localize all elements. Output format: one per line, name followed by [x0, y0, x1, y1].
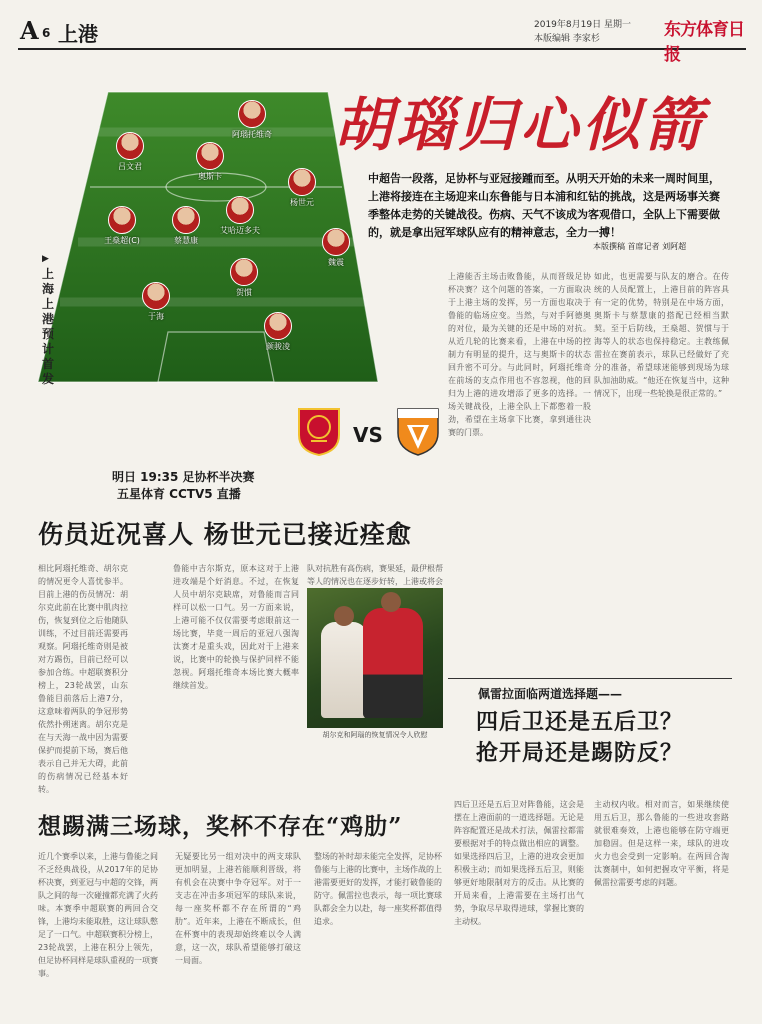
story1-col2: 鲁能中吉尔斯克，原本这对于上港进攻端是个好消息。不过，在恢复人员中胡尔克缺席，对鲁能而言同样可以松一口气。另一方面来说，上港可能不仅仅需要考虑眼前这一场比赛，毕竟一周后的亚冠八强淘汰赛才是重头戏，因此对于上港来说，比赛中的轮换与保护同样不能忽视。阿瑙托维奇本场比赛大概率继续首发。 [173, 564, 299, 690]
match-photo [307, 588, 443, 728]
section-name: 上港 [58, 22, 98, 46]
feature-lede: 中超告一段落，足协杯与亚冠接踵而至。从明天开始的未来一周时间里，上港将接连在主场迎来山东鲁能与日本浦和红钻的挑战，这是两场事关赛季整体走势的关键战役。伤病、天气不该成为客观借口，全队上下需要做的，就是拿出冠军球队应有的精神意志，全力一搏！ [368, 172, 720, 239]
story2-headline-line1: 四后卫还是五后卫？ [476, 709, 684, 735]
player-yu-hai: 于海 [126, 282, 186, 322]
story1-col3: 队对抗胜有高伤病，赛果延，最伊根帮等人的情况也在逐步好转，上港或将会 [307, 564, 443, 586]
feature-title: 胡瑙归心似箭 [334, 91, 707, 159]
story3-col3: 整场的补时却未能完全发挥，足协杯鲁能与上港的比赛中，主场作战的上港需要更好的发挥，才能打破鲁能的防守。佩雷拉也表示，每一项比赛球队都会全力以赴，每一座奖杯都值得追求。 [314, 852, 442, 926]
page-number: 6 [42, 26, 51, 40]
story3-col5: 主动权内收。相对而言，如果继续使用五后卫，那么鲁能的一些进攻套路就很难奏效，上港也能够在防守端更加稳固。但是这样一来，球队的进攻火力也会受到一定影响。在两回合淘汰赛制中，如何把握攻守平衡，将是佩雷拉需要考虑的问题。 [594, 800, 729, 887]
luneng-badge-icon [395, 405, 441, 457]
player-wang-shenchao: 王燊超(C) [92, 206, 152, 246]
story3-col2: 无疑要比另一组对决中的两支球队更加明显，上港若能顺利晋级，将有机会在决赛中争夺冠军。对于一支志在冲击多项冠军的球队来说，每一座奖杯都不存在所谓的“鸡肋”。近年来，上港在不断成长，但在杯赛中的表现却始终难以令人满意，这一次，球队希望能够打破这一局面。 [175, 852, 301, 965]
story3-col1: 近几个赛季以来，上港与鲁能之间不乏经典战役，从2017年的足协杯决赛，到亚冠与中超的交锋，两队之间的每一次碰撞都充满了火药味。本赛季中超联赛的两回合交锋，上港均未能取胜，这让球队憋足了一口气。中超联赛积分榜上，23轮战罢，上港在积分上领先，但足协杯同样是球队重视的一项赛事。 [38, 852, 158, 978]
story2-kicker: 佩雷拉面临两道选择题—— [478, 687, 623, 701]
player-lv-wenjun: 吕文君 [100, 132, 160, 172]
story2-body: 四后卫还是五后卫对阵鲁能，这会是摆在上港面前的一道选择题。无论是阵容配置还是战术打法，佩雷拉都需要根据对手的特点做出相应的调整。如果选择四后卫，上港的进攻会更加积极主动；而如果选择五后卫，则能够更好地限制对方的反击。从比赛的开局来看，上港需要在主场打出气势，争取尽早取得进球，掌握比赛的主动权。 [454, 800, 584, 926]
sipg-badge-icon [295, 405, 343, 457]
page-editors: 本版编辑 李家杉 [534, 34, 600, 44]
story2-headline-line2: 抢开局还是踢防反？ [476, 740, 684, 766]
player-yang-shiyuan: 杨世元 [272, 168, 332, 208]
page-header [18, 14, 746, 65]
story1-headline: 伤员近况喜人 杨世元已接近痊愈 [38, 520, 412, 549]
player-wei-zhen: 魏震 [306, 228, 366, 268]
match-time: 明日 19:35 足协杯半决赛 [112, 470, 255, 484]
player-cai-huikang: 蔡慧康 [156, 206, 216, 246]
newspaper-logo: 东方体育日报 [664, 20, 744, 65]
vs-label: VS [353, 423, 383, 447]
player-akhmedov: 艾哈迈多夫 [210, 196, 270, 236]
player-oscar: 奥斯卡 [180, 142, 240, 182]
section-rule [448, 678, 732, 679]
player-arnautovic: 阿瑙托维奇 [222, 100, 282, 140]
player-he-guan: 贺惯 [214, 258, 274, 298]
issue-date: 2019年8月19日 星期一 [534, 20, 631, 30]
player-yan-junling: 颜骏凌 [248, 312, 308, 352]
lineup-side-caption: ▶上海上港预计首发 [42, 254, 55, 386]
story-mid-column: 上港能否主场击败鲁能，从而晋级足协杯决赛？这个问题的答案，一方面取决于上港主场的发挥，另一方面也取决于鲁能的临场应变。当然，与对手阿德奥的对位，最为关键的还是中场的对抗。从近几轮的比赛来看，上港在中场的控制力有明显的提升，这与奥斯卡的状态回升密不可分。与此同时，阿瑙托维奇在前场的支点作用也不容忽视，他的回归为上港的进攻增添了更多的选择。一场关键战役，上港全队上下都憋着一股劲，希望在主场拿下比赛，拿到通往决赛的门票。 [448, 272, 591, 437]
feature-byline: 本版撰稿 首席记者 刘阿超 [593, 242, 687, 251]
lineup-pitch [38, 92, 378, 382]
match-broadcast: 五星体育 CCTV5 直播 [117, 487, 241, 501]
photo-caption: 胡尔克和阿瑙的恢复情况令人欣慰 [322, 731, 428, 739]
story1-col1: 相比阿瑙托维奇、胡尔克的情况更令人喜忧参半。目前上港的伤员情况：胡尔克此前在比赛中肌肉拉伤，恢复到位之后他随队训练，不过目前还需要再观察。阿瑙托维奇则是被对方踢伤，目前已经可以参加合练。中超联赛积分榜上，23轮战罢，山东鲁能目前落后上港7分，这意味着两队的争冠形势依然扑朔迷离。胡尔克是在与天海一战中因为需要保护而提前下场，赛后他表示自己并无大碍，此前的伤病情况已经基本好转。 [38, 564, 128, 794]
story-right-column: 如此，也更需要与队友的磨合。在传统的人员配置上，上港目前的阵容具有一定的优势，特别是在中场方面，奥斯卡与蔡慧康的搭配已经相当默契。至于后防线，王燊超、贺惯与于海等人的状态也保持稳定。主教练佩雷拉在赛前表示，球队已经做好了充分的准备，希望球迷能够到现场为球队加油助威。“他还在恢复当中，这种情况下，出现一些轮换是很正常的。” [594, 272, 729, 398]
story3-headline: 想踢满三场球，奖杯不存在“鸡肋” [38, 813, 403, 840]
page-letter: A [20, 16, 39, 45]
